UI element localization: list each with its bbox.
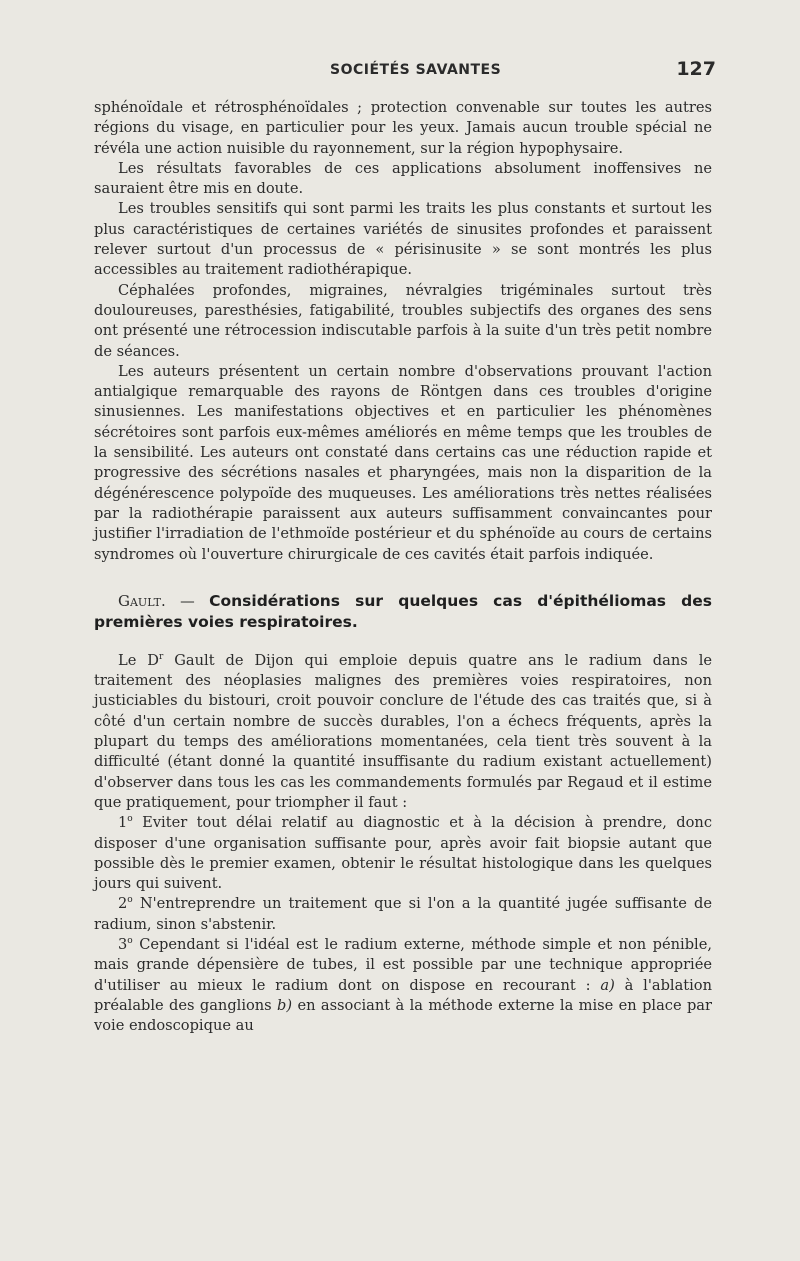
ordinal-mark: o xyxy=(127,895,133,906)
item-number: 3 xyxy=(118,935,128,953)
intro-text: Gault de Dijon qui emploie depuis quatre ans le radium dans le traitement des néoplasies malignes des premières voies respiratoires, non justiciables du bistouri, croit pouvoir conclure de l'étude des cas traités que, si à côté d'un certain nombre de succès durables, l'on a échecs fréquents, après la plupart du temps des améliorations momentanées, cela tient très souvent à la difficulté (étant donné la quantité insuffisante du radium existant actuellement) d'observer dans tous les cas les commandements formulés par Regaud et il estime que pratiquement, pour triompher il faut : xyxy=(94,651,713,811)
item-number: 2 xyxy=(118,895,128,913)
page-number: 127 xyxy=(676,58,716,80)
item-text: N'entreprendre un traitement que si l'on a la quantité jugée suffisante de radium, sinon s'abstenir. xyxy=(94,895,712,933)
item-text: Cependant si l'idéal est le radium externe, méthode simple et non pénible, mais grande dépensière de tubes, il est possible par une technique appropriée d'utiliser au mieux le radium dont on dispose en recourant : xyxy=(94,935,712,994)
item-number: 1 xyxy=(118,814,128,832)
intro-prefix: Le D xyxy=(118,651,159,669)
item-letter: a) xyxy=(600,976,615,994)
item-text: Eviter tout délai relatif au diagnostic et à la décision à prendre, donc disposer d'une organisation suffisante pour, après avoir fait biopsie autant que possible dès le premier examen, obtenir le résultat histologique dans les quelques jours qui suivent. xyxy=(94,814,712,893)
list-item-3 xyxy=(94,935,712,1036)
section-dash: — xyxy=(165,592,210,610)
paragraph: Céphalées profondes, migraines, névralgies trigéminales surtout très douloureuses, paresthésies, fatigabilité, troubles subjectifs des organes des sens ont présenté une rétrocession indiscutable parfois à la suite d'un très petit nombre de séances. xyxy=(94,281,712,360)
item-text: à l'ablation préalable des ganglions xyxy=(94,976,712,1014)
item-text: en associant à la méthode externe la mise en place par voie endoscopique au xyxy=(94,996,712,1035)
list-item-2 xyxy=(94,894,712,935)
page-body xyxy=(94,98,712,1036)
page-header xyxy=(94,58,716,84)
intro-sup: r xyxy=(159,651,164,662)
paragraph: Les troubles sensitifs qui sont parmi les traits les plus constants et surtout les plus caractéristiques de certaines variétés de sinusites profondes et paraissent relever surtout d'un processus de « périsinusite » se sont montrés les plus accessibles au traitement radiothérapique. xyxy=(94,200,712,279)
paragraph: Les auteurs présentent un certain nombre d'observations prouvant l'action antialgique remarquable des rayons de Röntgen dans ces troubles d'origine sinusiennes. Les manifestations objectives et en particulier les phénomènes sécrétoires sont parfois eux-mêmes améliorés en même temps que les troubles de la sensibilité. Les auteurs ont constaté dans certains cas une réduction rapide et progressive des sécrétions nasales et pharyngées, mais non la disparition de la dégénérescence polypoïde des muqueuses. Les améliorations très nettes réalisées par la radiothérapie paraissent aux auteurs suffisamment convaincantes pour justifier l'irradiation de l'ethmoïde postérieur et du sphénoïde au cours de certains syndromes où l'ouverture chirurgicale de ces cavités était parfois indiquée. xyxy=(94,362,712,563)
running-head: SOCIÉTÉS SAVANTES xyxy=(330,62,502,78)
paragraph-intro xyxy=(94,651,712,813)
paragraph: Les résultats favorables de ces applications absolument inoffensives ne sauraient être mis en doute. xyxy=(94,159,712,198)
paragraph-continuation: sphénoïdale et rétrosphénoïdales ; protection convenable sur toutes les autres régions du visage, en particulier pour les yeux. Jamais aucun trouble spécial ne révéla une action nuisible du rayonnement, sur la région hypophysaire. xyxy=(94,99,712,157)
item-letter: b) xyxy=(277,996,293,1014)
section-author: Gault. xyxy=(118,591,166,610)
ordinal-mark: o xyxy=(127,814,133,825)
list-item-1 xyxy=(94,813,712,894)
section-title: Considérations sur quelques cas d'épithéliomas des premières voies respiratoires. xyxy=(94,591,713,631)
ordinal-mark: o xyxy=(127,936,133,947)
section-heading xyxy=(94,591,712,633)
